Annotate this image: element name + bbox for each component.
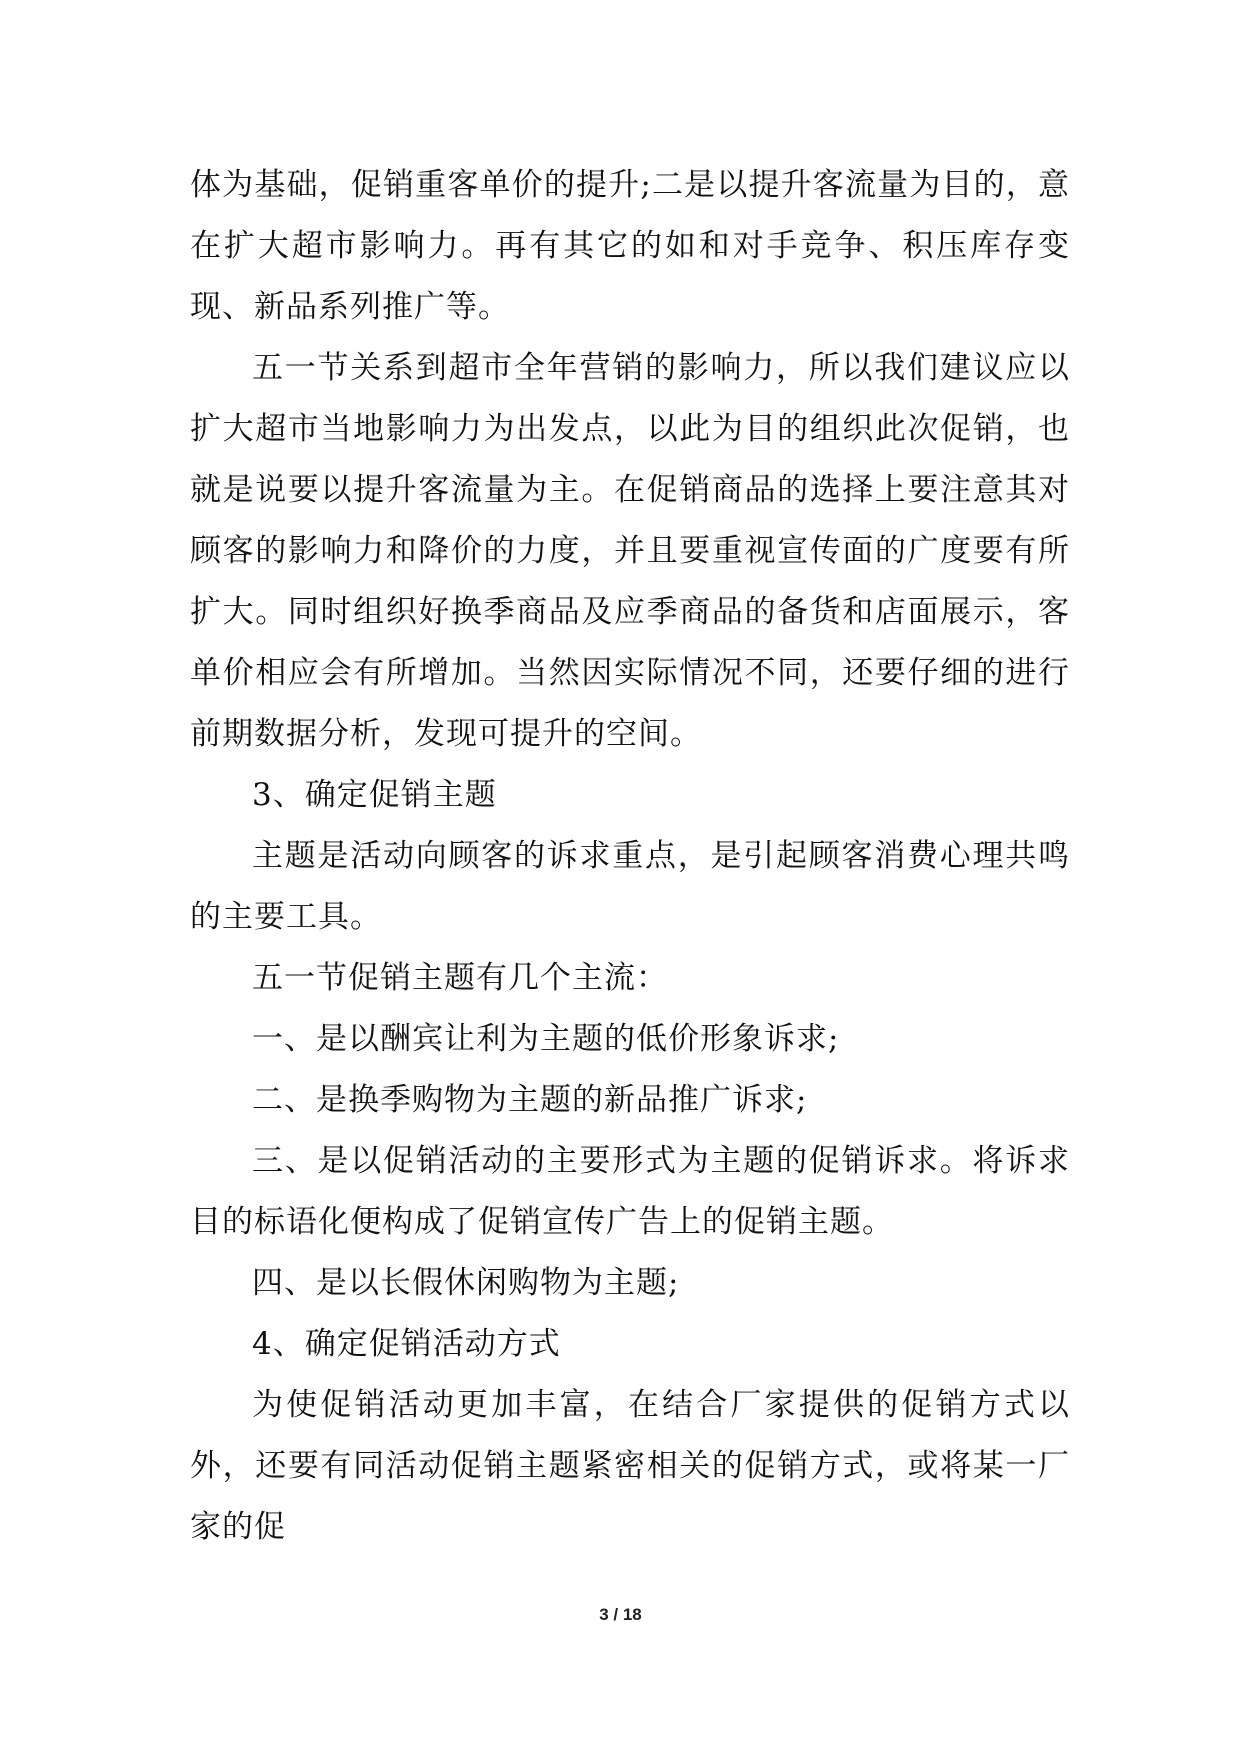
paragraph-11: 为使促销活动更加丰富，在结合厂家提供的促销方式以外，还要有同活动促销主题紧密相关的促销方式，或将某一厂家的促 <box>190 1387 1070 1545</box>
list-item-3: 三、是以促销活动的主要形式为主题的促销诉求。将诉求目的标语化便构成了促销宣传广告上的促销主题。 <box>190 1143 1070 1240</box>
paragraph-4: 主题是活动向顾客的诉求重点，是引起顾客消费心理共鸣的主要工具。 <box>190 838 1070 935</box>
list-item-4: 四、是以长假休闲购物为主题; <box>252 1265 680 1301</box>
list-item-1: 一、是以酬宾让利为主题的低价形象诉求; <box>252 1021 840 1057</box>
paragraph-2: 五一节关系到超市全年营销的影响力，所以我们建议应以扩大超市当地影响力为出发点，以此为目的组织此次促销，也就是说要以提升客流量为主。在促销商品的选择上要注意其对顾客的影响力和降价的力度，并且要重视宣传面的广度要有所扩大。同时组织好换季商品及应季商品的备货和店面展示，客单价相应会有所增加。当然因实际情况不同，还要仔细的进行前期数据分析，发现可提升的空间。 <box>190 350 1070 752</box>
paragraph-1: 体为基础，促销重客单价的提升;二是以提升客流量为目的，意在扩大超市影响力。再有其它的如和对手竞争、积压库存变现、新品系列推广等。 <box>190 167 1070 325</box>
body-text <box>190 155 1070 1558</box>
section-heading-3: 3、确定促销主题 <box>252 777 497 813</box>
page-number: 3 / 18 <box>599 1605 642 1624</box>
list-item-2: 二、是换季购物为主题的新品推广诉求; <box>252 1082 808 1118</box>
paragraph-5: 五一节促销主题有几个主流： <box>252 960 668 996</box>
section-heading-4: 4、确定促销活动方式 <box>252 1326 561 1362</box>
